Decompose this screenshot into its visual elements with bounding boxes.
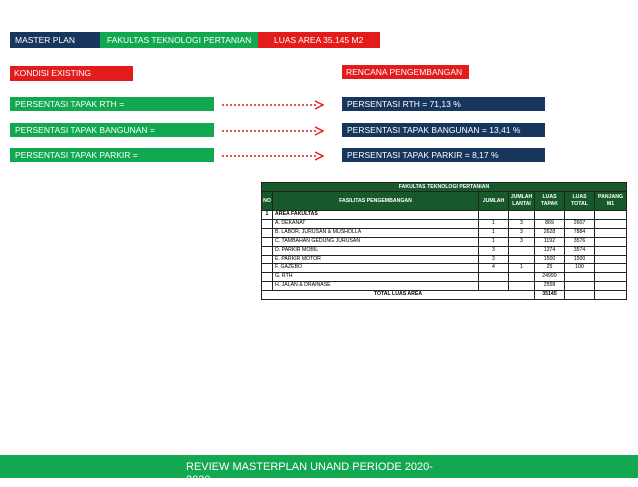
- table-row: [262, 211, 627, 220]
- total-value: 35145: [535, 291, 565, 300]
- arrow-right-icon: [222, 151, 326, 161]
- table-row: [262, 255, 627, 264]
- length-cell: [595, 273, 627, 282]
- count-cell: [479, 282, 509, 291]
- col-header-site-area: LUAS TAPAK: [535, 192, 565, 211]
- facility-name: F. GAZEBO: [273, 264, 479, 273]
- plan-building-label: PERSENTASI TAPAK BANGUNAN = 13,41 %: [342, 123, 545, 137]
- length-cell: [595, 219, 627, 228]
- floors-cell: [509, 282, 535, 291]
- table-row: [262, 273, 627, 282]
- length-cell: [595, 228, 627, 237]
- existing-condition-label: KONDISI EXISTING: [10, 66, 133, 81]
- floors-cell: [509, 246, 535, 255]
- master-plan-label: MASTER PLAN: [10, 32, 100, 48]
- arrow-right-icon: [222, 126, 326, 136]
- area-label: LUAS AREA 35.145 M2: [258, 32, 380, 48]
- col-header-total-area: LUAS TOTAL: [565, 192, 595, 211]
- existing-parking-label: PERSENTASI TAPAK PARKIR =: [10, 148, 214, 162]
- table-row: [262, 228, 627, 237]
- plan-parking-label: PERSENTASI TAPAK PARKIR = 8,17 %: [342, 148, 545, 162]
- floors-cell: 3: [509, 219, 535, 228]
- table-row: [262, 246, 627, 255]
- plan-rth-label: PERSENTASI RTH = 71,13 %: [342, 97, 545, 111]
- facility-name: G. RTH: [273, 273, 479, 282]
- total-area-cell: 7884: [565, 228, 595, 237]
- faculty-label: FAKULTAS TEKNOLOGI PERTANIAN: [100, 32, 258, 48]
- total-area-cell: 3576: [565, 237, 595, 246]
- site-area-cell: 25: [535, 264, 565, 273]
- length-cell: [595, 237, 627, 246]
- arrow-right-icon: [222, 100, 326, 110]
- total-area-cell: 2607: [565, 219, 595, 228]
- length-cell: [595, 264, 627, 273]
- length-cell: [595, 246, 627, 255]
- total-area-cell: [565, 282, 595, 291]
- col-header-length: PANJANG M1: [595, 192, 627, 211]
- existing-building-label: PERSENTASI TAPAK BANGUNAN =: [10, 123, 214, 137]
- count-cell: 1: [479, 228, 509, 237]
- site-area-cell: 24999: [535, 273, 565, 282]
- facility-name: B. LABOR, JURUSAN & MUSHOLLA: [273, 228, 479, 237]
- count-cell: 1: [479, 219, 509, 228]
- floors-cell: 3: [509, 228, 535, 237]
- table-title: FAKULTAS TEKNOLOGI PERTANIAN: [262, 183, 627, 192]
- table-row: [262, 219, 627, 228]
- table-total-row: [262, 291, 627, 300]
- table-row: [262, 264, 627, 273]
- facility-name: A. DEKANAT: [273, 219, 479, 228]
- site-area-cell: 2558: [535, 282, 565, 291]
- total-label: TOTAL LUAS AREA: [262, 291, 535, 300]
- col-header-no: NO: [262, 192, 273, 211]
- total-area-cell: 3574: [565, 246, 595, 255]
- facility-name: C. TAMBAHAN GEDUNG JURUSAN: [273, 237, 479, 246]
- section-number: 1: [262, 211, 273, 220]
- facility-name: E. PARKIR MOTOR: [273, 255, 479, 264]
- col-header-facility: FASILITAS PENGEMBANGAN: [273, 192, 479, 211]
- total-area-cell: [565, 273, 595, 282]
- count-cell: 4: [479, 264, 509, 273]
- table-row: [262, 237, 627, 246]
- site-area-cell: 869: [535, 219, 565, 228]
- count-cell: 3: [479, 246, 509, 255]
- site-area-cell: 1374: [535, 246, 565, 255]
- length-cell: [595, 282, 627, 291]
- floors-cell: 3: [509, 237, 535, 246]
- floors-cell: [509, 255, 535, 264]
- site-area-cell: 1192: [535, 237, 565, 246]
- length-cell: [595, 255, 627, 264]
- total-area-cell: 1500: [565, 255, 595, 264]
- total-area-cell: 100: [565, 264, 595, 273]
- existing-rth-label: PERSENTASI TAPAK RTH =: [10, 97, 214, 111]
- count-cell: [479, 273, 509, 282]
- col-header-floors: JUMLAH LANTAI: [509, 192, 535, 211]
- development-plan-label: RENCANA PENGEMBANGAN: [342, 65, 469, 79]
- count-cell: 3: [479, 255, 509, 264]
- facility-table: [261, 182, 626, 300]
- table-row: [262, 282, 627, 291]
- facility-name: H. JALAN & DRAINASE: [273, 282, 479, 291]
- col-header-count: JUMLAH: [479, 192, 509, 211]
- floors-cell: [509, 273, 535, 282]
- floors-cell: 1: [509, 264, 535, 273]
- site-area-cell: 2628: [535, 228, 565, 237]
- count-cell: 1: [479, 237, 509, 246]
- site-area-cell: 1500: [535, 255, 565, 264]
- footer-title: REVIEW MASTERPLAN UNAND PERIODE 2020-2030: [186, 461, 433, 486]
- section-name: AREA FAKULTAS: [273, 211, 479, 220]
- facility-name: D. PARKIR MOBIL: [273, 246, 479, 255]
